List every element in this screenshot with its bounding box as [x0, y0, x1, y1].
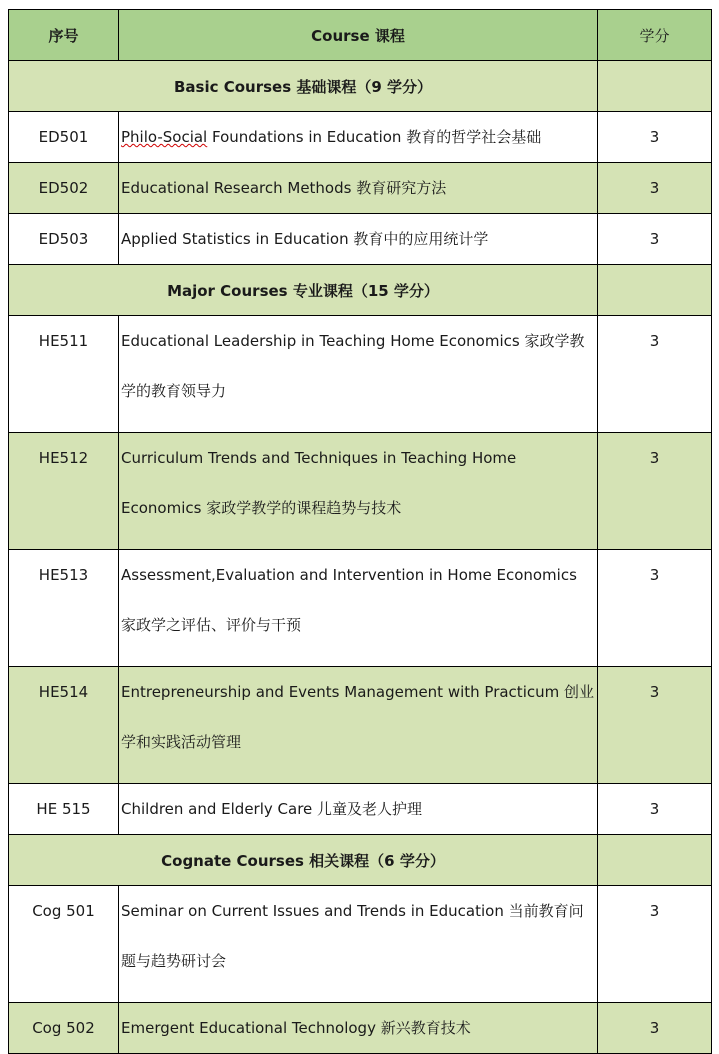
section-credit-cell	[598, 61, 712, 112]
course-name: Curriculum Trends and Techniques in Teaching Home Economics 家政学教学的课程趋势与技术	[119, 433, 598, 550]
course-code: Cog 502	[9, 1003, 119, 1054]
course-credits: 3	[598, 316, 712, 433]
course-credits: 3	[598, 214, 712, 265]
header-course: Course 课程	[119, 10, 598, 61]
course-code: ED501	[9, 112, 119, 163]
table-row	[9, 550, 712, 667]
course-code: HE 515	[9, 784, 119, 835]
section-title: Cognate Courses 相关课程（6 学分）	[9, 835, 598, 886]
table-row	[9, 1003, 712, 1054]
table-header-row	[9, 10, 712, 61]
course-name: Educational Research Methods 教育研究方法	[119, 163, 598, 214]
course-name	[119, 112, 598, 163]
course-table	[8, 9, 712, 1054]
course-code: HE512	[9, 433, 119, 550]
section-title: Major Courses 专业课程（15 学分）	[9, 265, 598, 316]
course-credits: 3	[598, 784, 712, 835]
course-name: Assessment,Evaluation and Intervention in Home Economics 家政学之评估、评价与干预	[119, 550, 598, 667]
header-no: 序号	[9, 10, 119, 61]
course-code: ED503	[9, 214, 119, 265]
course-credits: 3	[598, 163, 712, 214]
table-row	[9, 316, 712, 433]
course-name: Seminar on Current Issues and Trends in Education 当前教育问题与趋势研讨会	[119, 886, 598, 1003]
course-name: Applied Statistics in Education 教育中的应用统计学	[119, 214, 598, 265]
course-name: Educational Leadership in Teaching Home Economics 家政学教学的教育领导力	[119, 316, 598, 433]
section-row-major	[9, 265, 712, 316]
table-row	[9, 112, 712, 163]
header-credits: 学分	[598, 10, 712, 61]
table-row	[9, 214, 712, 265]
course-name: Emergent Educational Technology 新兴教育技术	[119, 1003, 598, 1054]
course-name: Entrepreneurship and Events Management with Practicum 创业学和实践活动管理	[119, 667, 598, 784]
course-code: HE513	[9, 550, 119, 667]
course-credits: 3	[598, 550, 712, 667]
course-name-part: Foundations in Education 教育的哲学社会基础	[207, 128, 542, 146]
section-title: Basic Courses 基础课程（9 学分）	[9, 61, 598, 112]
course-credits: 3	[598, 433, 712, 550]
section-row-basic	[9, 61, 712, 112]
course-credits: 3	[598, 1003, 712, 1054]
course-code: HE511	[9, 316, 119, 433]
course-credits: 3	[598, 886, 712, 1003]
table-row	[9, 433, 712, 550]
course-name: Children and Elderly Care 儿童及老人护理	[119, 784, 598, 835]
course-code: HE514	[9, 667, 119, 784]
section-credit-cell	[598, 265, 712, 316]
table-row	[9, 667, 712, 784]
section-credit-cell	[598, 835, 712, 886]
course-credits: 3	[598, 667, 712, 784]
table-row	[9, 163, 712, 214]
course-code: ED502	[9, 163, 119, 214]
course-name-part: Philo-Social	[121, 128, 208, 146]
course-credits: 3	[598, 112, 712, 163]
section-row-cognate	[9, 835, 712, 886]
course-code: Cog 501	[9, 886, 119, 1003]
table-row	[9, 784, 712, 835]
table-row	[9, 886, 712, 1003]
